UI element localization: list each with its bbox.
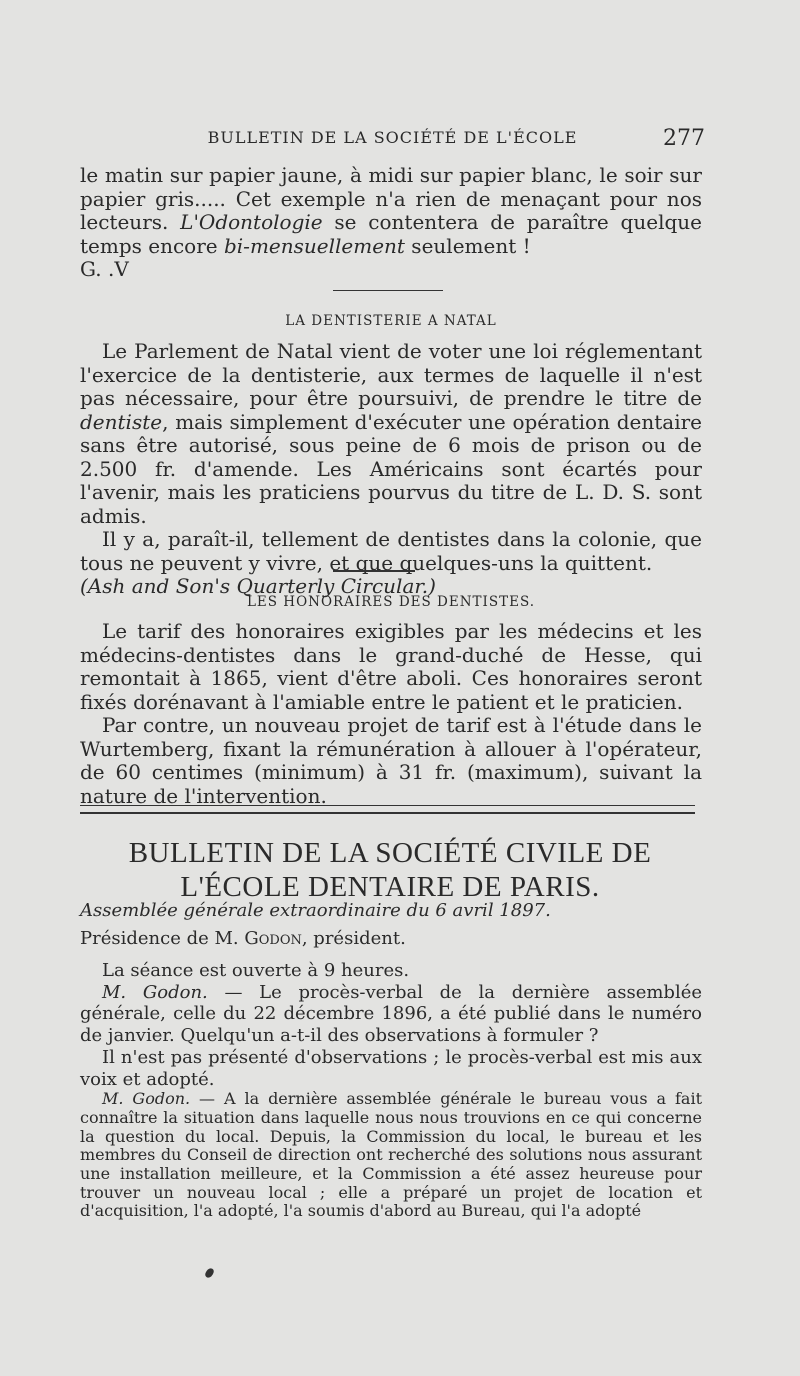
intro-section — [80, 164, 702, 282]
bulletin-paragraph-3: Il n'est pas présenté d'observations ; le procès-verbal est mis aux voix et adopté. — [80, 1046, 702, 1090]
speaker-text: — A la dernière assemblée générale le bureau vous a fait connaître la situation dans laquelle nous nous trouvions en ce qui concerne la question du local. Depuis, la Commission du local, le bureau et les membres du Conseil de direction ont recherché des solutions nous assurant une installation meilleure, et la Commission a été assez heureuse pour trouver un nouveau local ; elle a préparé un projet de location et d'acquisition, l'a adopté, l'a soumis d'abord au Bureau, qui l'a adopté — [80, 1089, 702, 1221]
presidence-text-b: , président. — [301, 927, 406, 949]
bulletin-body — [80, 960, 702, 1221]
natal-body — [80, 340, 702, 599]
intro-text-a: le matin sur papier jaune, à midi sur papier blanc, le soir sur papier gris..... Cet exemple n'a rien de menaçant pour nos lecteurs. — [80, 163, 702, 234]
speaker-text: — Le procès-verbal de la dernière assemblée générale, celle du 22 décembre 1896, a été publié dans le numéro de janvier. Quelqu'un a-t-il des observations à formuler ? — [80, 981, 703, 1047]
ink-blot — [204, 1267, 215, 1279]
intro-text-c: seulement ! — [404, 233, 531, 258]
bulletin-subheader — [80, 900, 702, 949]
speaker-name: M. Godon. — [102, 1089, 191, 1109]
frequency-word: bi-mensuellement — [223, 233, 405, 258]
double-rule-bottom — [80, 812, 695, 814]
page-number: 277 — [663, 126, 705, 151]
intro-text-b: se contentera de paraître quelque temps encore — [80, 210, 702, 258]
honoraires-section — [80, 594, 702, 610]
bulletin-paragraph-1: La séance est ouverte à 9 heures. — [102, 960, 410, 981]
signature: G. .V — [80, 257, 129, 281]
natal-text-a: Le Parlement de Natal vient de voter une loi réglementant l'exercice de la dentisterie, aux termes de laquelle il n'est pas nécessaire, pour être poursuivi, de prendre le titre de — [80, 339, 702, 410]
source-citation: (Ash and Son's Quarterly Circular.) — [80, 574, 436, 598]
honoraires-paragraph-1: Le tarif des honoraires exigibles par les médecins et les médecins-dentistes dans le grand-duché de Hesse, qui remontait à 1865, vient d'être aboli. Ces honoraires seront fixés dorénavant à l'amiable entre le patient et le praticien. — [80, 619, 702, 714]
natal-italic-word: dentiste — [80, 409, 163, 434]
natal-section — [80, 313, 702, 329]
divider — [333, 290, 443, 291]
journal-title: L'Odontologie — [180, 210, 323, 234]
presidence-line — [80, 928, 702, 950]
double-rule-top — [80, 805, 695, 806]
speaker-name: M. Godon. — [102, 981, 208, 1003]
honoraires-body — [80, 620, 702, 808]
assembly-date: Assemblée générale extraordinaire du 6 avril 1897. — [80, 900, 551, 921]
bulletin-paragraph-2 — [80, 982, 702, 1047]
assembly-subtitle — [80, 900, 702, 922]
presidence-text-a: Présidence de M. — [80, 927, 245, 949]
page-header — [80, 126, 705, 154]
divider — [333, 570, 415, 572]
section-heading: LA DENTISTERIE A NATAL — [285, 313, 497, 329]
president-name: Godon — [244, 927, 302, 949]
section-heading: LES HONORAIRES DES DENTISTES. — [246, 594, 536, 610]
bulletin-header — [90, 836, 690, 904]
natal-text-b: , mais simplement d'exécuter une opération dentaire sans être autorisé, sous peine de 6 mois de prison ou de 2.500 fr. d'amende. Les Américains sont écartés pour l'avenir, mais les praticiens pourvus du titre de L. D. S. sont admis. — [80, 409, 702, 528]
bulletin-title: BULLETIN DE LA SOCIÉTÉ CIVILE DE L'ÉCOLE DENTAIRE DE PARIS. — [128, 837, 652, 903]
natal-paragraph-2: Il y a, paraît-il, tellement de dentistes dans la colonie, que tous ne peuvent y vivre, et que quelques-uns la quittent. — [80, 527, 702, 575]
honoraires-paragraph-2: Par contre, un nouveau projet de tarif est à l'étude dans le Wurtemberg, fixant la rémunération à allouer à l'opérateur, de 60 centimes (minimum) à 31 fr. (maximum), suivant la nature de l'intervention. — [80, 713, 702, 808]
natal-paragraph-1 — [80, 340, 702, 528]
running-title: BULLETIN DE LA SOCIÉTÉ DE L'ÉCOLE — [207, 128, 578, 147]
bulletin-paragraph-4 — [80, 1090, 702, 1221]
intro-paragraph — [80, 164, 702, 258]
